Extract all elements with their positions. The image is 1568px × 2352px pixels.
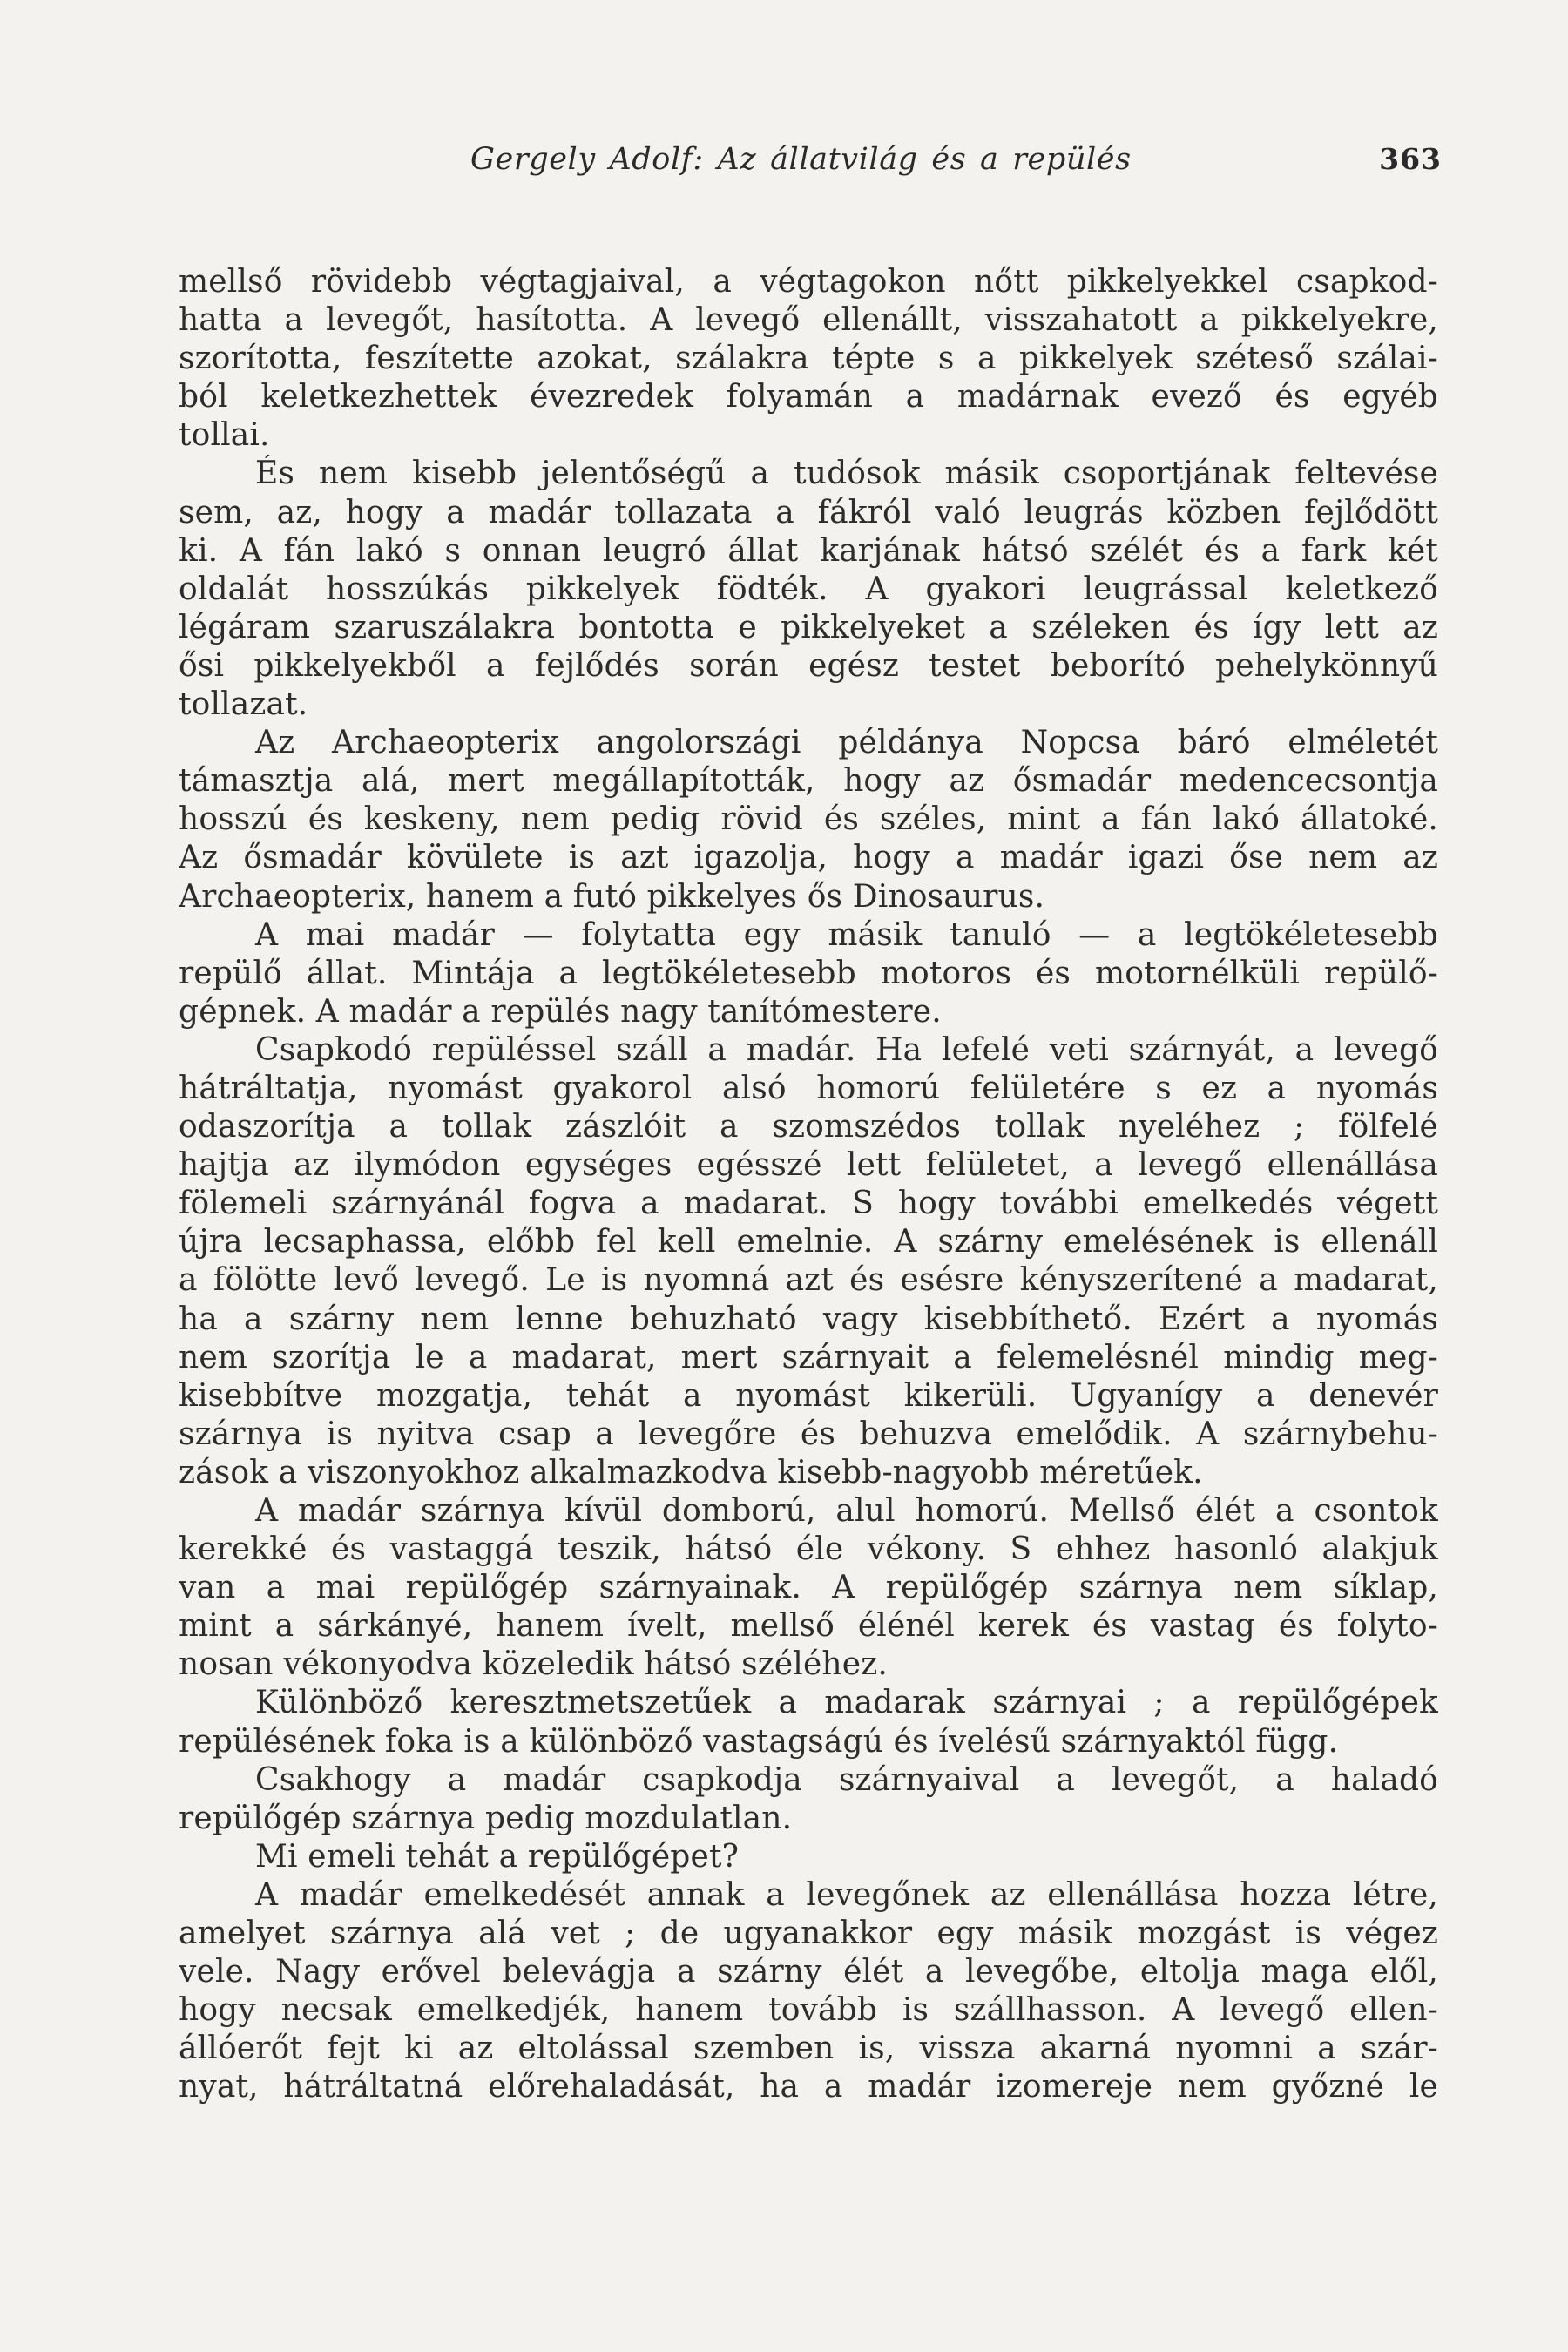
text-line: tollazat. — [179, 686, 308, 723]
text-line: nyat, hátráltatná előrehaladását, ha a madár izomereje nem győzné le — [179, 2069, 1438, 2105]
text-line: repülésének foka is a különböző vastagságú és ívelésű szárnyaktól függ. — [179, 1723, 1339, 1760]
text-line: szorította, feszítette azokat, szálakra tépte s a pikkelyek széteső szálai- — [179, 341, 1438, 377]
text-line: kerekké és vastaggá teszik, hátsó éle vékony. S ehhez hasonló alakjuk — [179, 1531, 1438, 1568]
text-line: ha a szárny nem lenne behuzható vagy kisebbíthető. Ezért a nyomás — [179, 1301, 1438, 1337]
page-number: 363 — [1379, 142, 1442, 176]
running-title: Gergely Adolf: Az állatvilág és a repülés — [470, 142, 1132, 177]
text-line: hosszú és keskeny, nem pedig rövid és széles, mint a fán lakó állatoké. — [179, 801, 1438, 838]
text-line: A madár szárnya kívül domború, alul homorú. Mellső élét a csontok — [255, 1493, 1438, 1529]
body-text — [179, 263, 1438, 2107]
text-line: gépnek. A madár a repülés nagy tanítómestere. — [179, 993, 942, 1030]
text-line: repülő állat. Mintája a legtökéletesebb motoros és motornélküli repülő- — [179, 955, 1438, 991]
text-line: sem, az, hogy a madár tollazata a fákról való leugrás közben fejlődött — [179, 494, 1438, 531]
text-line: zások a viszonyokhoz alkalmazkodva kisebb-nagyobb méretűek. — [179, 1454, 1203, 1490]
text-line: ból keletkezhettek évezredek folyamán a madárnak evező és egyéb — [179, 379, 1438, 416]
text-line: vele. Nagy erővel belevágja a szárny élét a levegőbe, eltolja maga elől, — [179, 1954, 1438, 1990]
text-line: Különböző keresztmetszetűek a madarak szárnyai ; a repülőgépek — [255, 1685, 1438, 1721]
text-line: odaszorítja a tollak zászlóit a szomszédos tollak nyeléhez ; fölfelé — [179, 1109, 1438, 1146]
text-line: Archaeopterix, hanem a futó pikkelyes ős Dinosaurus. — [179, 878, 1045, 915]
text-line: tollai. — [179, 417, 270, 454]
text-line: kisebbítve mozgatja, tehát a nyomást kikerüli. Ugyanígy a denevér — [179, 1377, 1438, 1414]
running-head — [470, 139, 1442, 179]
text-line: hatta a levegőt, hasította. A levegő ellenállt, visszahatott a pikkelyekre, — [179, 302, 1438, 339]
text-line: A madár emelkedését annak a levegőnek az ellenállása hozza létre, — [255, 1876, 1438, 1913]
text-line: nem szorítja le a madarat, mert szárnyait a felemelésnél mindig meg- — [179, 1339, 1438, 1375]
text-line: Csakhogy a madár csapkodja szárnyaival a levegőt, a haladó — [255, 1761, 1438, 1798]
text-line: oldalát hosszúkás pikkelyek födték. A gyakori leugrással keletkező — [179, 571, 1438, 607]
text-line: mellső rövidebb végtagjaival, a végtagokon nőtt pikkelyekkel csapkod- — [179, 264, 1438, 300]
text-line: nosan vékonyodva közeledik hátsó széléhez. — [179, 1646, 888, 1683]
text-line: A mai madár — folytatta egy másik tanuló — a legtökéletesebb — [255, 916, 1438, 953]
text-line: ki. A fán lakó s onnan leugró állat karjának hátsó szélét és a fark két — [179, 532, 1438, 569]
text-line: légáram szaruszálakra bontotta e pikkelyeket a széleken és így lett az — [179, 609, 1438, 645]
text-line: hogy necsak emelkedjék, hanem tovább is szállhasson. A levegő ellen- — [179, 1992, 1438, 2029]
text-line: Mi emeli tehát a repülőgépet? — [255, 1838, 740, 1875]
text-line: támasztja alá, mert megállapították, hogy az ősmadár medencecsontja — [179, 763, 1438, 800]
text-line: a fölötte levő levegő. Le is nyomná azt és esésre kényszerítené a madarat, — [179, 1262, 1438, 1299]
text-line: amelyet szárnya alá vet ; de ugyanakkor egy másik mozgást is végez — [179, 1916, 1438, 1952]
text-line: van a mai repülőgép szárnyainak. A repülőgép szárnya nem síklap, — [179, 1570, 1438, 1606]
text-line: szárnya is nyitva csap a levegőre és behuzva emelődik. A szárnybehu- — [179, 1416, 1438, 1452]
text-line: Az ősmadár kövülete is azt igazolja, hogy a madár igazi őse nem az — [179, 840, 1438, 876]
text-line: Az Archaeopterix angolországi példánya Nopcsa báró elméletét — [255, 725, 1438, 761]
text-line: repülőgép szárnya pedig mozdulatlan. — [179, 1800, 793, 1836]
text-line: hátráltatja, nyomást gyakorol alsó homorú felületére s ez a nyomás — [179, 1070, 1438, 1106]
text-line: ősi pikkelyekből a fejlődés során egész testet beborító pehelykönnyű — [179, 647, 1438, 684]
text-line: mint a sárkányé, hanem ívelt, mellső élénél kerek és vastag és folyto- — [179, 1608, 1438, 1645]
text-line: fölemeli szárnyánál fogva a madarat. S hogy további emelkedés végett — [179, 1186, 1438, 1222]
text-line: állóerőt fejt ki az eltolással szemben is, vissza akarná nyomni a szár- — [179, 2031, 1438, 2067]
text-line: És nem kisebb jelentőségű a tudósok másik csoportjának feltevése — [255, 456, 1438, 492]
text-line: újra lecsaphassa, előbb fel kell emelnie. A szárny emelésének is ellenáll — [179, 1224, 1438, 1260]
text-line: hajtja az ilymódon egységes egésszé lett felületet, a levegő ellenállása — [179, 1147, 1438, 1184]
text-line: Csapkodó repüléssel száll a madár. Ha lefelé veti szárnyát, a levegő — [255, 1031, 1438, 1068]
